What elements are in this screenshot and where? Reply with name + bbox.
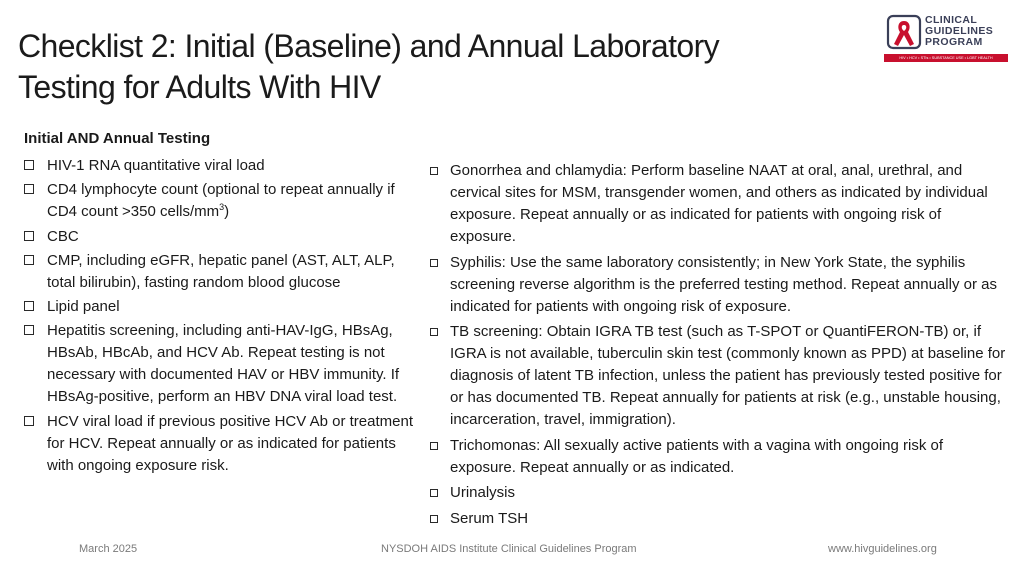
list-item [24, 155, 416, 177]
item-text: CBC [47, 227, 79, 245]
checklist-heading: Initial AND Annual Testing [24, 130, 211, 147]
list-item [428, 508, 1008, 530]
checkbox-icon [24, 301, 34, 311]
list-item [428, 482, 1008, 504]
checkbox-icon [24, 160, 34, 170]
slide-title-line1: Checklist 2: Initial (Baseline) and Annual Laboratory [18, 28, 720, 64]
item-text: Hepatitis screening, including anti-HAV-IgG, HBsAg, HBsAb, HBcAb, and HCV Ab. Repeat testing is not necessary with documented HAV or HBV immunity. If HBsAg-positive, perform an HBV DNA viral load test. [47, 322, 400, 406]
checkbox-icon [430, 328, 438, 336]
checkbox-icon [430, 167, 438, 175]
checkbox-icon [24, 416, 34, 426]
slide-title-line2: Testing for Adults With HIV [18, 69, 381, 105]
item-text: Urinalysis [450, 484, 516, 501]
clinical-guidelines-program-logo [884, 12, 1008, 64]
logo-line2: GUIDELINES [925, 25, 994, 37]
item-text: TB screening: Obtain IGRA TB test (such as T-SPOT or QuantiFERON-TB) or, if IGRA is not available, tuberculin skin test (commonly known as PPD) at baseline for diagnosis of latent TB infection, unless the patient has previously tested positive for or has documented TB. Repeat annually for patients at risk (e.g., unstable housing, incarceration, travel, immigration). [450, 323, 1006, 428]
list-item [428, 321, 1008, 431]
checkbox-icon [24, 184, 34, 194]
superscript: 3 [219, 202, 225, 213]
item-text: Trichomonas: All sexually active patients with a vagina with ongoing risk of exposure. Repeat annually or as indicated. [450, 436, 944, 476]
logo-line1: CLINICAL [925, 14, 978, 26]
list-item [24, 179, 416, 223]
logo-wordmark [925, 15, 993, 48]
item-text: CMP, including eGFR, hepatic panel (AST, ALT, ALP, total bilirubin), fasting random blood glucose [47, 251, 395, 291]
list-item [24, 250, 416, 294]
list-item [24, 296, 416, 318]
red-ribbon-icon [886, 14, 922, 52]
checkbox-icon [24, 325, 34, 335]
logo-line3: PROGRAM [925, 36, 983, 48]
list-item [24, 226, 416, 248]
item-text: HIV-1 RNA quantitative viral load [47, 157, 265, 174]
list-item [428, 252, 1008, 318]
left-checklist [24, 128, 416, 479]
checkbox-icon [430, 489, 438, 497]
footer-website: www.hivguidelines.org [828, 543, 937, 555]
checkbox-icon [430, 259, 438, 267]
slide-title [18, 26, 838, 108]
item-suffix: ) [224, 203, 230, 221]
list-item [428, 435, 1008, 479]
footer-date: March 2025 [79, 543, 138, 555]
list-item [428, 160, 1008, 248]
item-text: Serum TSH [450, 509, 529, 527]
right-checklist [428, 160, 1008, 533]
list-item [24, 411, 416, 477]
checkbox-icon [24, 231, 34, 241]
item-text: Lipid panel [47, 298, 120, 316]
item-text: CD4 lymphocyte count (optional to repeat annually if CD4 count >350 cells/mm [47, 181, 395, 221]
footer-program: NYSDOH AIDS Institute Clinical Guidelines Program [381, 543, 637, 555]
checkbox-icon [430, 442, 438, 450]
checkbox-icon [430, 515, 438, 523]
checkbox-icon [24, 255, 34, 265]
item-text: HCV viral load if previous positive HCV Ab or treatment for HCV. Repeat annually or as indicated for patients with ongoing exposure risk. [47, 412, 413, 474]
item-text: Gonorrhea and chlamydia: Perform baseline NAAT at oral, anal, urethral, and cervical sites for MSM, transgender women, and others as indicated by individual exposure. Repeat annually or as indicated for patients with ongoing risk of exposure. [450, 162, 988, 245]
list-item [24, 320, 416, 408]
item-text: Syphilis: Use the same laboratory consistently; in New York State, the syphilis screening reverse algorithm is the preferred testing method. Repeat annually or as indicated for patients with ongoing risk of exposure. [450, 253, 997, 315]
logo-tagline: HIV • HCV • STIs • SUBSTANCE USE • LGBT HEALTH [884, 54, 1008, 62]
